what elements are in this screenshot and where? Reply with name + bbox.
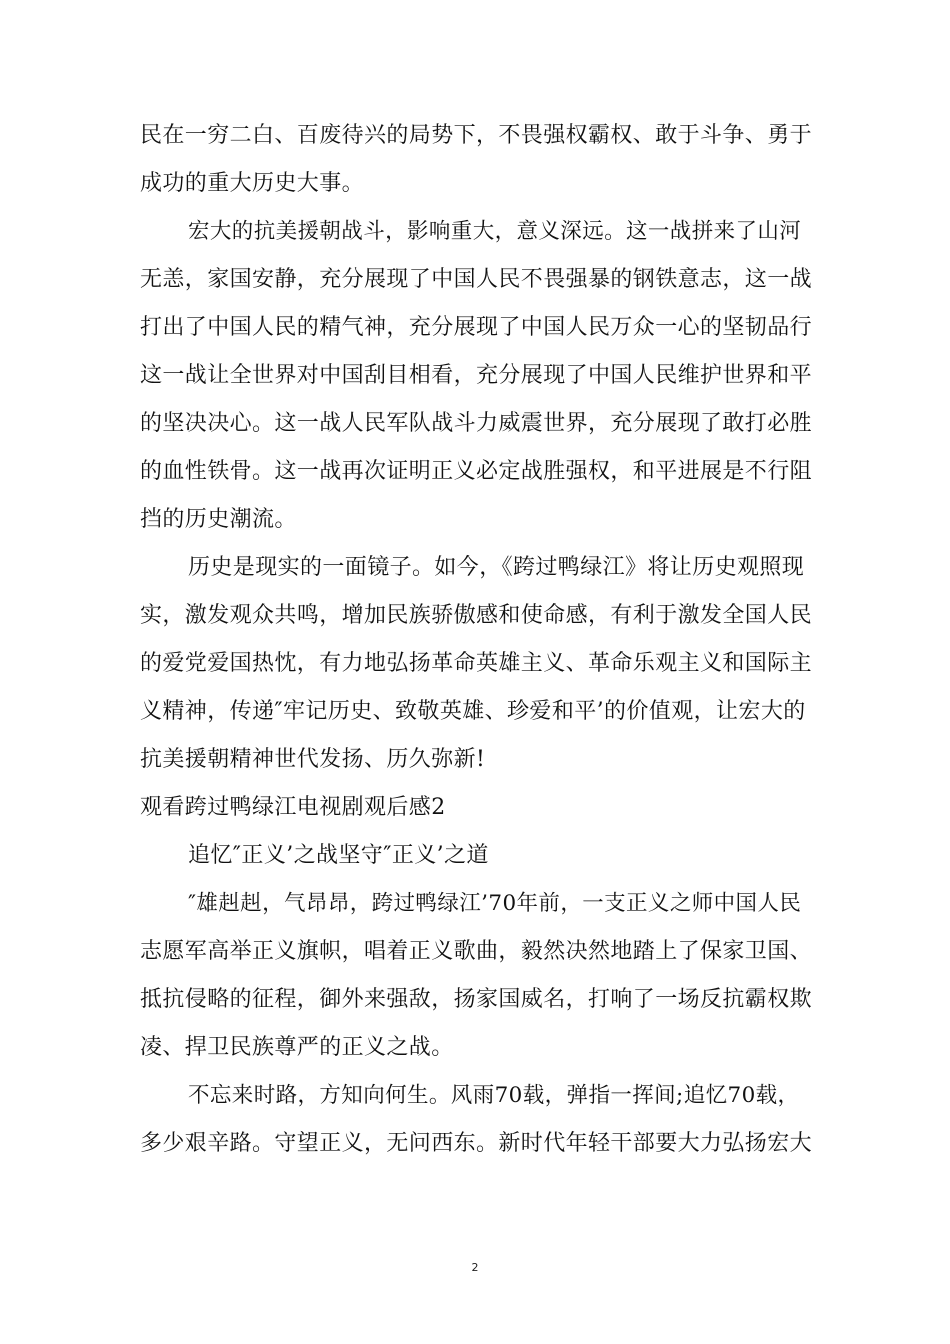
page-number: 2 <box>471 1261 479 1274</box>
text-line: 历史是现实的一面镜子。如今，《跨过鸭绿江》将让历史观照现 <box>188 555 805 580</box>
text-line: 凌、捍卫民族尊严的正义之战。 <box>140 1035 454 1060</box>
text-line: 多少艰辛路。守望正义，无问西东。新时代年轻干部要大力弘扬宏大 <box>140 1131 813 1156</box>
text-line: 的坚决决心。这一战人民军队战斗力威震世界，充分展现了敢打必胜 <box>140 411 813 436</box>
text-line: 追忆″正义’之战坚守″正义’之道 <box>188 843 489 868</box>
text-line: 观看跨过鸭绿江电视剧观后感2 <box>140 795 446 820</box>
text-line: 无恙，家国安静，充分展现了中国人民不畏强暴的钢铁意志，这一战 <box>140 267 813 292</box>
text-line: 志愿军高举正义旗帜，唱着正义歌曲，毅然决然地踏上了保家卫国、 <box>140 939 813 964</box>
text-line: 的爱党爱国热忱，有力地弘扬革命英雄主义、革命乐观主义和国际主 <box>140 651 813 676</box>
text-line: 抗美援朝精神世代发扬、历久弥新! <box>140 747 486 772</box>
text-line: 实，激发观众共鸣，增加民族骄傲感和使命感，有利于激发全国人民 <box>140 603 813 628</box>
document-body <box>140 112 812 1168</box>
text-line: 挡的历史潮流。 <box>140 507 297 532</box>
text-line: 的血性铁骨。这一战再次证明正义必定战胜强权，和平进展是不行阻 <box>140 459 813 484</box>
text-line: 打出了中国人民的精气神，充分展现了中国人民万众一心的坚韧品行 <box>140 315 813 340</box>
text-line: ″雄赳赳，气昂昂，跨过鸭绿江’70年前，一支正义之师中国人民 <box>188 891 802 916</box>
text-line: 不忘来时路，方知向何生。风雨70载，弹指一挥间;追忆70载， <box>188 1083 800 1108</box>
text-line: 宏大的抗美援朝战斗，影响重大，意义深远。这一战拼来了山河 <box>188 219 802 244</box>
text-line: 抵抗侵略的征程，御外来强敌，扬家国威名，打响了一场反抗霸权欺 <box>140 987 813 1012</box>
text-line: 义精神，传递″牢记历史、致敬英雄、珍爱和平’的价值观，让宏大的 <box>140 699 806 724</box>
text-line: 民在一穷二白、百废待兴的局势下，不畏强权霸权、敢于斗争、勇于 <box>140 123 813 148</box>
text-line: 这一战让全世界对中国刮目相看，充分展现了中国人民维护世界和平 <box>140 363 813 388</box>
text-line: 成功的重大历史大事。 <box>140 171 365 196</box>
